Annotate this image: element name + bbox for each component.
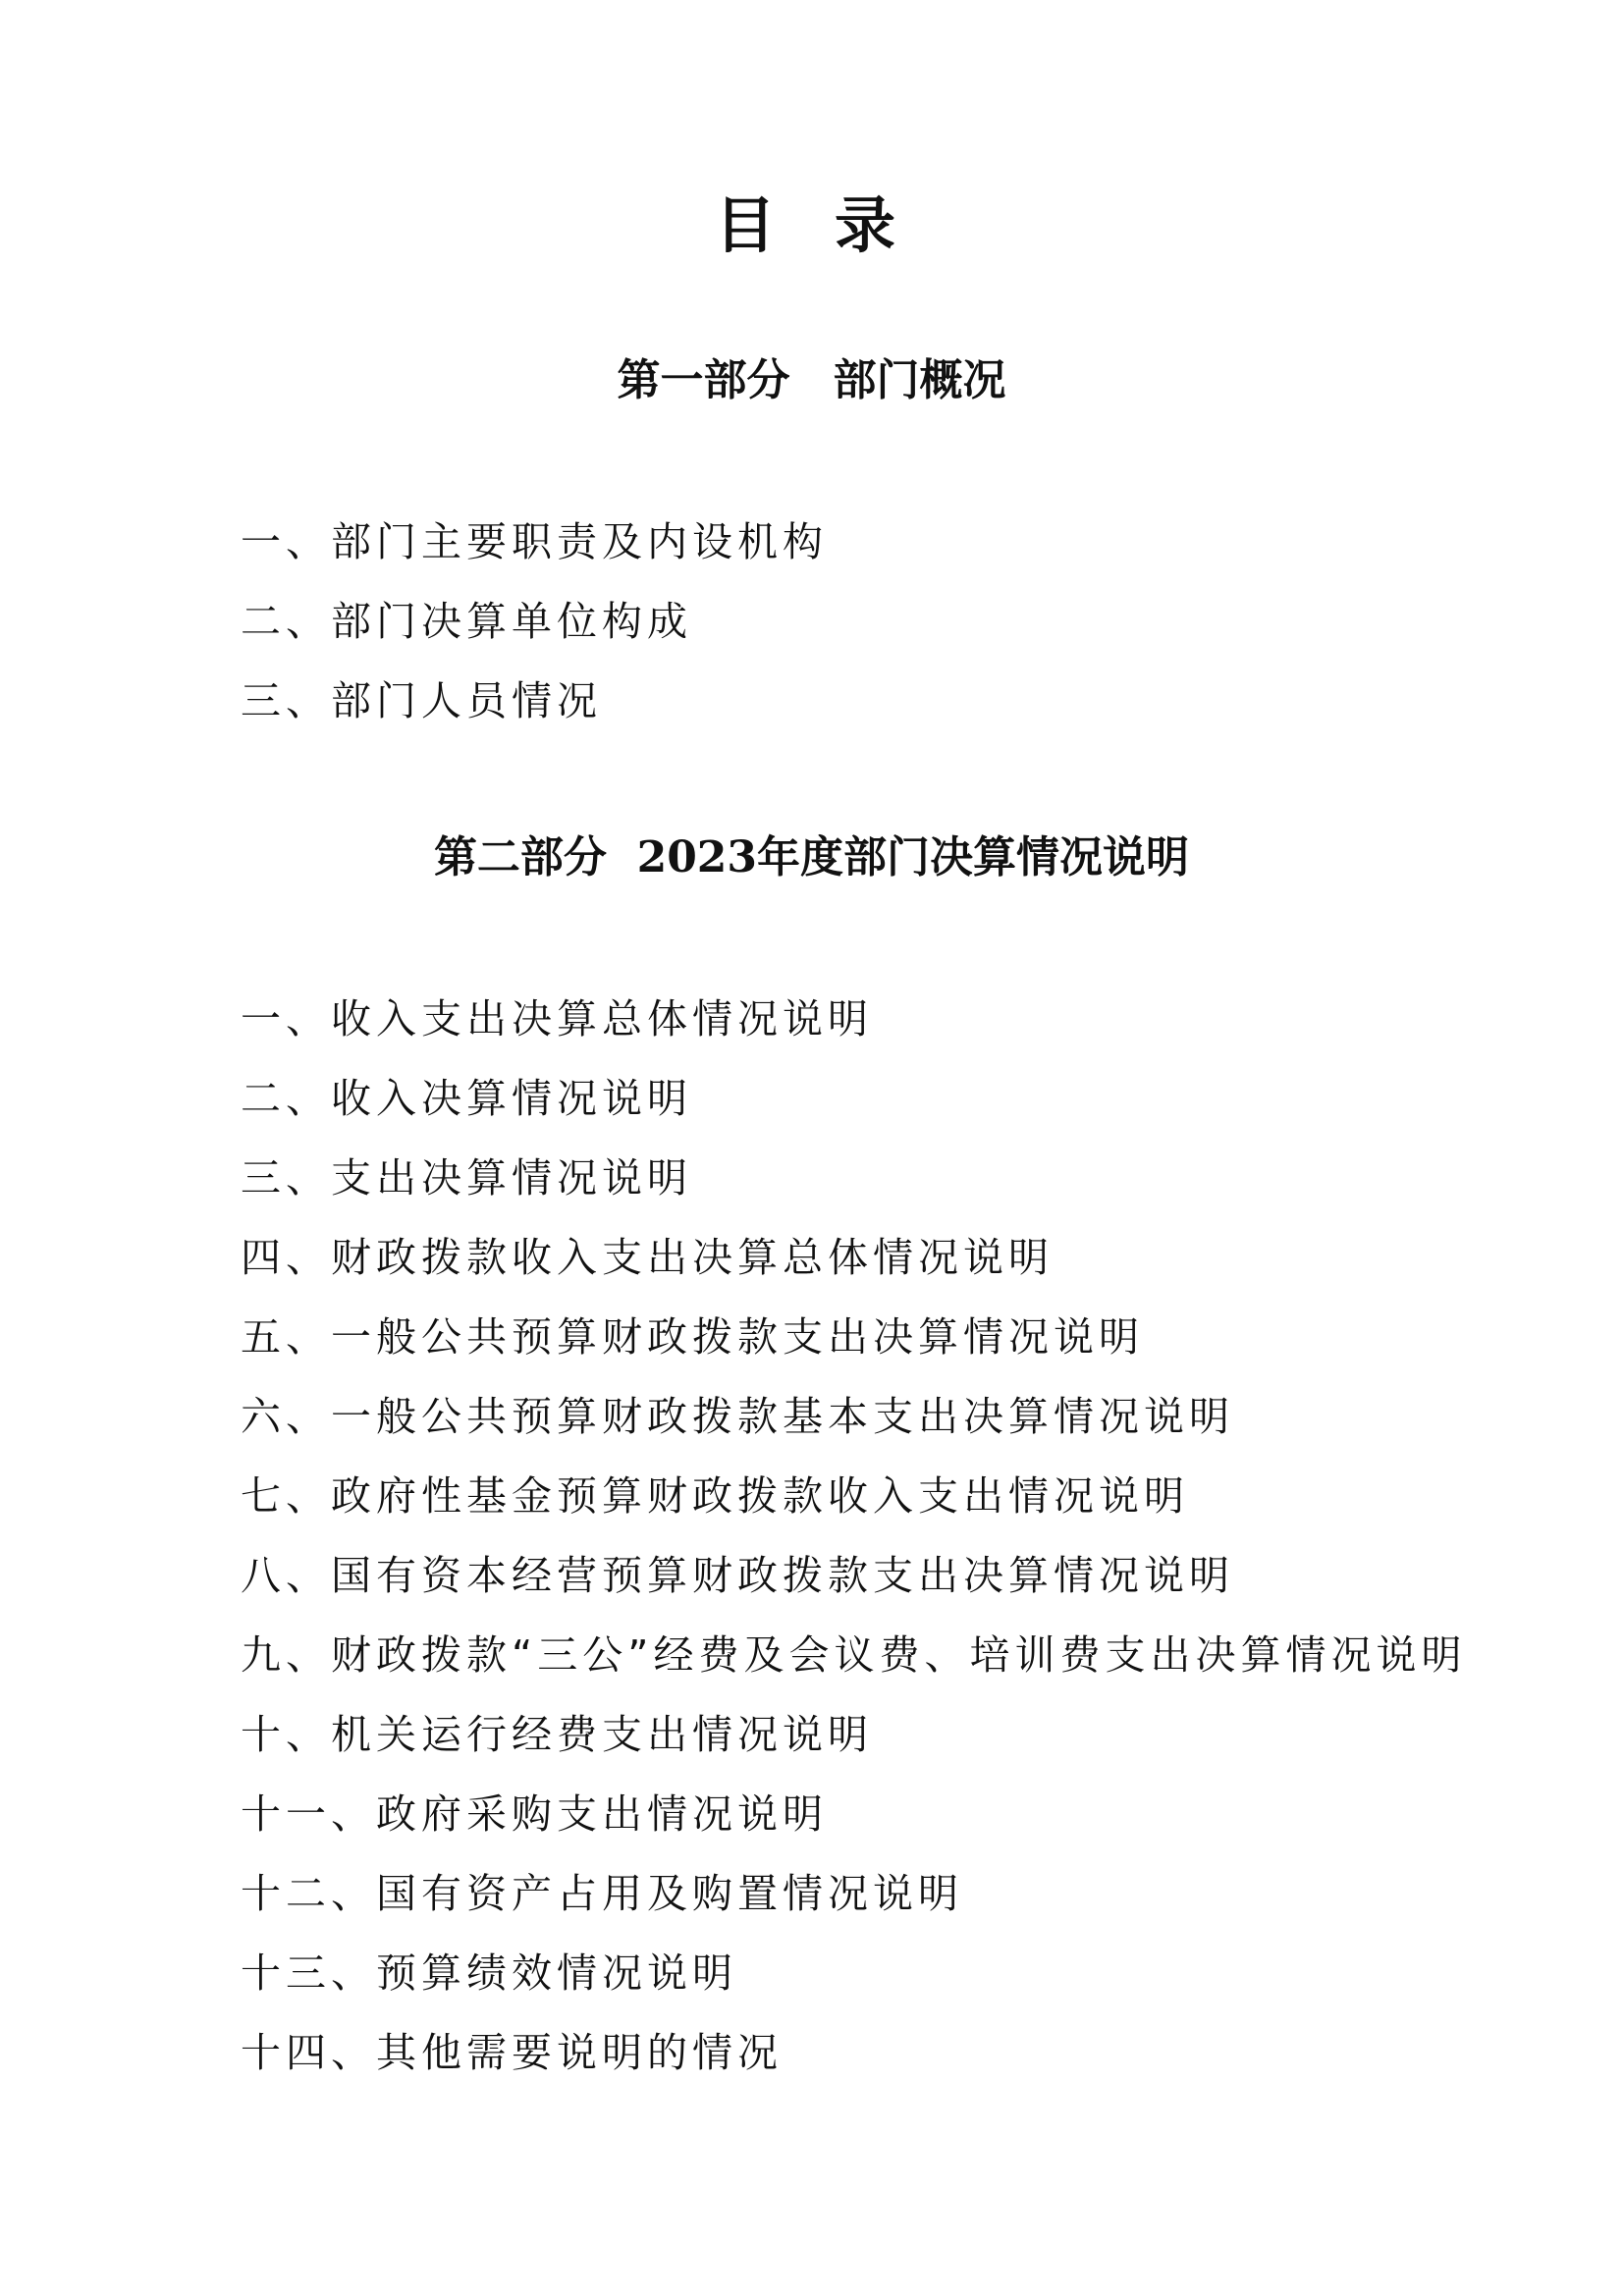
toc-item: 七、政府性基金预算财政拨款收入支出情况说明 — [241, 1472, 1189, 1520]
toc-item: 三、支出决算情况说明 — [241, 1154, 692, 1201]
part2-toc-list — [241, 980, 1466, 2093]
toc-item: 四、财政拨款收入支出决算总体情况说明 — [241, 1234, 1054, 1281]
toc-item: 五、一般公共预算财政拨款支出决算情况说明 — [241, 1313, 1144, 1361]
toc-item: 九、财政拨款“三公”经费及会议费、培训费支出决算情况说明 — [241, 1631, 1467, 1679]
toc-item: 十一、政府采购支出情况说明 — [241, 1790, 828, 1838]
toc-item: 二、收入决算情况说明 — [241, 1075, 692, 1122]
part1-toc-list — [241, 503, 828, 741]
page-title: 目录 — [714, 189, 954, 261]
toc-item: 十二、国有资产占用及购置情况说明 — [241, 1870, 963, 1917]
toc-item: 十四、其他需要说明的情况 — [241, 2029, 783, 2076]
toc-item: 六、一般公共预算财政拨款基本支出决算情况说明 — [241, 1393, 1234, 1440]
toc-item: 一、部门主要职责及内设机构 — [241, 518, 828, 565]
toc-item: 十三、预算绩效情况说明 — [241, 1949, 737, 1997]
toc-item: 二、部门决算单位构成 — [241, 598, 692, 645]
part1-heading: 第一部分 部门概况 — [617, 355, 1006, 405]
part2-heading: 第二部分 2023年度部门决算情况说明 — [433, 832, 1190, 882]
toc-item: 十、机关运行经费支出情况说明 — [241, 1711, 873, 1758]
toc-item: 一、收入支出决算总体情况说明 — [241, 995, 873, 1042]
toc-item: 八、国有资本经营预算财政拨款支出决算情况说明 — [241, 1552, 1234, 1599]
toc-item: 三、部门人员情况 — [241, 677, 602, 724]
